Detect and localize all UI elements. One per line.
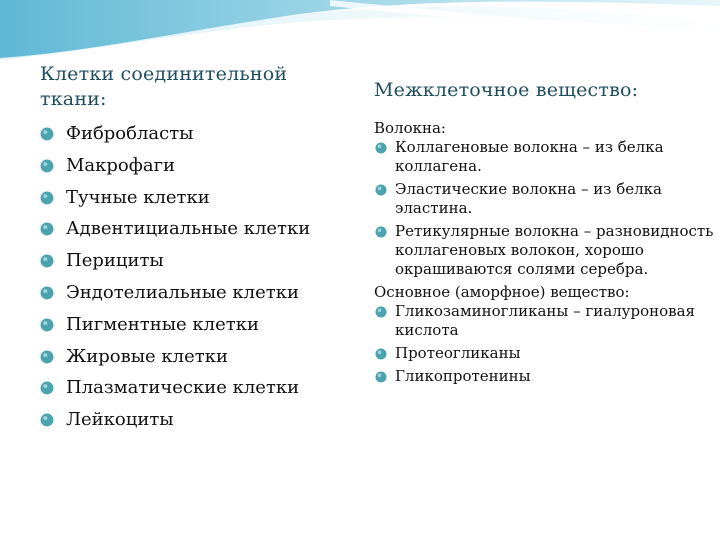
cells-list xyxy=(40,118,360,436)
bullet-icon xyxy=(40,191,54,205)
list-item: Гликозаминогликаны – гиалуроновая кислота xyxy=(374,302,714,340)
bullet-icon xyxy=(40,413,54,427)
left-column xyxy=(40,62,360,436)
fibers-subheading: Волокна: xyxy=(374,119,446,137)
bullet-icon xyxy=(40,350,54,364)
list-item: Плазматические клетки xyxy=(40,372,360,404)
bullet-icon xyxy=(375,371,387,383)
list-item: Протеогликаны xyxy=(374,344,714,363)
matrix-heading: Межклеточное вещество: xyxy=(374,79,639,101)
bullet-icon xyxy=(40,127,54,141)
bullet-icon xyxy=(40,318,54,332)
list-item: Жировые клетки xyxy=(40,341,360,373)
bullet-icon xyxy=(40,381,54,395)
list-item: Эластические волокна – из белка эластина. xyxy=(374,180,714,218)
list-item: Эндотелиальные клетки xyxy=(40,277,360,309)
list-item: Лейкоциты xyxy=(40,404,360,436)
bullet-icon xyxy=(375,226,387,238)
bullet-icon xyxy=(375,142,387,154)
list-item: Гликопротенины xyxy=(374,367,714,386)
list-item: Макрофаги xyxy=(40,150,360,182)
bullet-icon xyxy=(40,222,54,236)
bullet-icon xyxy=(40,286,54,300)
list-item: Перициты xyxy=(40,245,360,277)
bullet-icon xyxy=(375,306,387,318)
bullet-icon xyxy=(40,254,54,268)
cells-heading: Клетки соединительной ткани: xyxy=(40,63,288,110)
list-item: Адвентициальные клетки xyxy=(40,213,360,245)
amorphous-subheading: Основное (аморфное) вещество: xyxy=(374,283,630,301)
list-item: Ретикулярные волокна – разновидность коллагеновых волокон, хорошо окрашиваются солями серебра. xyxy=(374,222,714,279)
bullet-icon xyxy=(375,348,387,360)
bullet-icon xyxy=(375,184,387,196)
fibers-list xyxy=(374,138,714,279)
list-item: Тучные клетки xyxy=(40,182,360,214)
right-column xyxy=(374,78,714,390)
list-item: Коллагеновые волокна – из белка коллагена. xyxy=(374,138,714,176)
amorphous-list xyxy=(374,302,714,386)
bullet-icon xyxy=(40,159,54,173)
list-item: Пигментные клетки xyxy=(40,309,360,341)
list-item: Фибробласты xyxy=(40,118,360,150)
